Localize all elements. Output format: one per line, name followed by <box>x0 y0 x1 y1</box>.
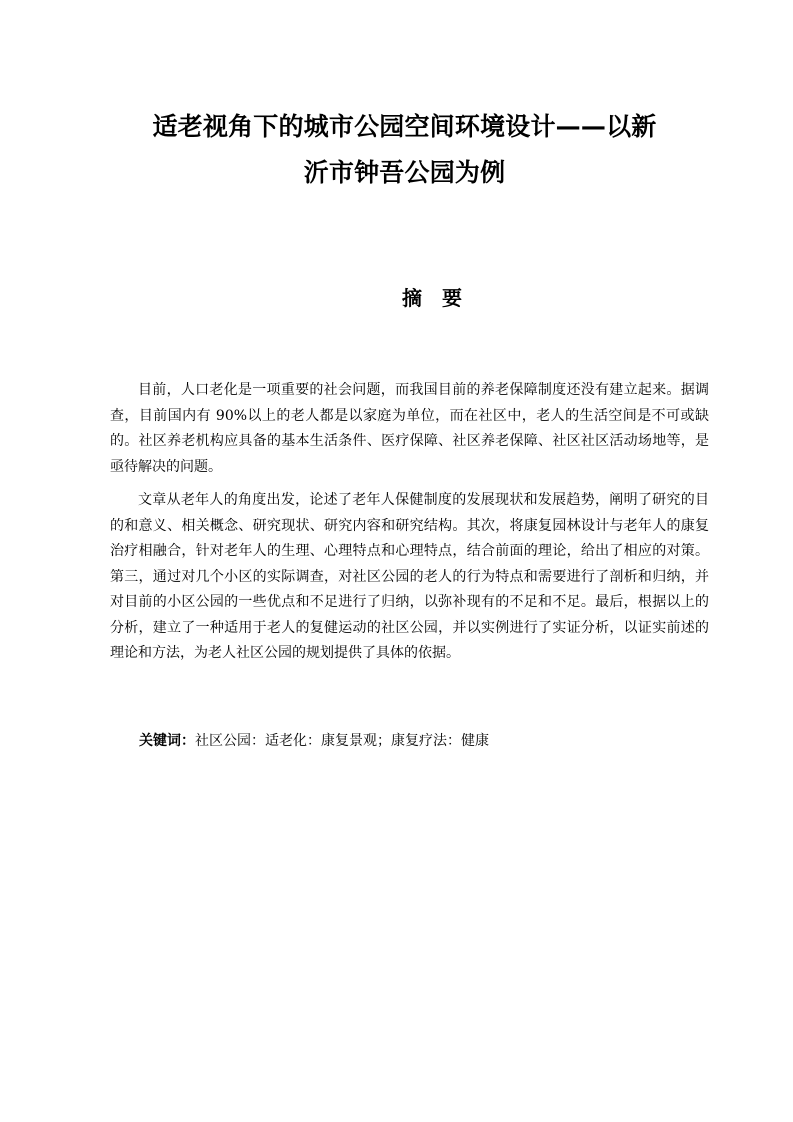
keywords-label: 关键词： <box>139 733 195 749</box>
paper-title-line-1: 适老视角下的城市公园空间环境设计——以新 <box>152 112 657 141</box>
keywords-line <box>139 729 709 754</box>
abstract-paragraph-2: 文章从老年人的角度出发，论述了老年人保健制度的发展现状和发展趋势，阐明了研究的目的和意义、相关概念、研究现状、研究内容和研究结构。其次，将康复园林设计与老年人的康复治疗相融合，针对老年人的生理、心理特点和心理特点，结合前面的理论，给出了相应的对策。第三，通过对几个小区的实际调查，对社区公园的老人的行为特点和需要进行了剖析和归纳，并对目前的小区公园的一些优点和不足进行了归纳，以弥补现有的不足和不足。最后，根据以上的分析，建立了一种适用于老人的复健运动的社区公园，并以实例进行了实证分析，以证实前述的理论和方法，为老人社区公园的规划提供了具体的依据。 <box>110 492 709 661</box>
keywords-text: 社区公园：适老化：康复景观；康复疗法：健康 <box>195 733 489 749</box>
paper-title-line-2: 沂市钟吾公园为例 <box>303 158 506 187</box>
paper-title <box>100 104 709 196</box>
abstract-body <box>110 378 709 667</box>
abstract-heading: 摘 要 <box>402 286 462 310</box>
abstract-paragraph-1: 目前，人口老化是一项重要的社会问题，而我国目前的养老保障制度还没有建立起来。据调查，目前国内有 90%以上的老人都是以家庭为单位，而在社区中，老人的生活空间是不可或缺的。社区养老机构应具备的基本生活条件、医疗保障、社区养老保障、社区社区活动场地等，是亟待解决的问题。 <box>110 382 709 475</box>
